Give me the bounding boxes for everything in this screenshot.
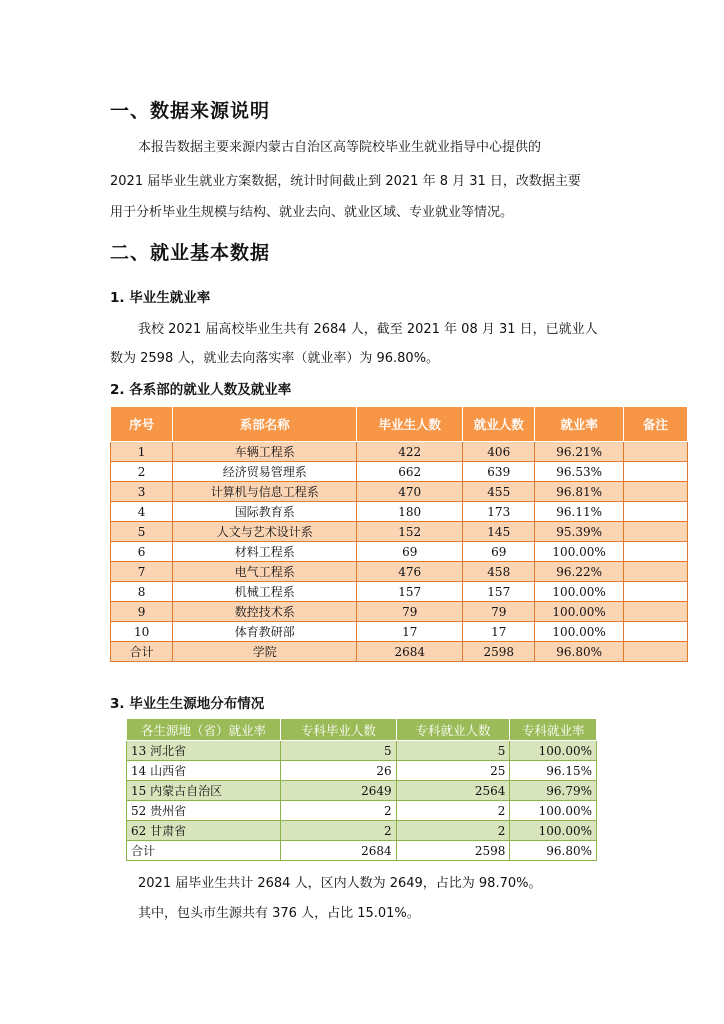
cell-employed: 5	[396, 741, 510, 761]
table-row	[111, 602, 688, 622]
cell-graduates: 26	[281, 761, 397, 781]
cell-remarks	[623, 642, 687, 662]
cell-remarks	[623, 582, 687, 602]
cell-rate: 95.39%	[535, 522, 623, 542]
cell-index: 合计	[111, 642, 173, 662]
table-row	[111, 622, 688, 642]
cell-employed: 157	[463, 582, 535, 602]
subsection-1-para-line-2: 数为 2598 人，就业去向落实率（就业率）为 96.80%。	[110, 351, 440, 366]
section-1-para-line-2: 2021 届毕业生就业方案数据，统计时间截止到 2021 年 8 月 31 日，改数据主要	[110, 174, 581, 189]
subsection-1-para-line-1: 我校 2021 届高校毕业生共有 2684 人，截至 2021 年 08 月 31 日，已就业人	[138, 322, 598, 337]
cell-rate: 100.00%	[535, 542, 623, 562]
cell-employed: 2598	[396, 841, 510, 861]
cell-rate: 96.22%	[535, 562, 623, 582]
table-row	[127, 801, 597, 821]
cell-employed: 25	[396, 761, 510, 781]
cell-rate: 96.80%	[535, 642, 623, 662]
origin-summary-line-1: 2021 届毕业生共计 2684 人，区内人数为 2649，占比为 98.70%。	[138, 876, 542, 891]
cell-remarks	[623, 502, 687, 522]
table-row	[111, 582, 688, 602]
col-header-department: 系部名称	[173, 407, 357, 442]
table-row	[111, 442, 688, 462]
col-header-rate: 就业率	[535, 407, 623, 442]
cell-employed: 145	[463, 522, 535, 542]
col-header-employed: 专科就业人数	[396, 719, 510, 741]
cell-rate: 96.80%	[510, 841, 597, 861]
table-row	[111, 542, 688, 562]
table-row	[127, 741, 597, 761]
col-header-graduates: 专科毕业人数	[281, 719, 397, 741]
section-2-heading: 二、就业基本数据	[110, 242, 271, 264]
cell-graduates: 2649	[281, 781, 397, 801]
cell-department: 国际教育系	[173, 502, 357, 522]
cell-rate: 96.53%	[535, 462, 623, 482]
table-row	[111, 562, 688, 582]
cell-index: 10	[111, 622, 173, 642]
table-row	[111, 502, 688, 522]
section-1-para-line-1: 本报告数据主要来源内蒙古自治区高等院校毕业生就业指导中心提供的	[138, 140, 542, 155]
cell-rate: 96.15%	[510, 761, 597, 781]
cell-department: 经济贸易管理系	[173, 462, 357, 482]
cell-employed: 2564	[396, 781, 510, 801]
table-row	[111, 522, 688, 542]
cell-graduates: 470	[357, 482, 463, 502]
cell-rate: 100.00%	[510, 741, 597, 761]
cell-graduates: 422	[357, 442, 463, 462]
col-header-graduates: 毕业生人数	[357, 407, 463, 442]
cell-remarks	[623, 622, 687, 642]
subsection-1-heading: 1. 毕业生就业率	[110, 290, 211, 306]
cell-graduates: 180	[357, 502, 463, 522]
cell-employed: 639	[463, 462, 535, 482]
cell-graduates: 69	[357, 542, 463, 562]
cell-index: 5	[111, 522, 173, 542]
cell-employed: 406	[463, 442, 535, 462]
table-row	[127, 761, 597, 781]
cell-employed: 69	[463, 542, 535, 562]
cell-rate: 96.21%	[535, 442, 623, 462]
cell-origin: 14 山西省	[127, 761, 281, 781]
cell-graduates: 17	[357, 622, 463, 642]
cell-index: 7	[111, 562, 173, 582]
cell-remarks	[623, 462, 687, 482]
section-1-heading: 一、数据来源说明	[110, 100, 271, 122]
col-header-employed: 就业人数	[463, 407, 535, 442]
table-header-row	[127, 719, 597, 741]
table-row	[111, 482, 688, 502]
cell-rate: 96.79%	[510, 781, 597, 801]
cell-employed: 173	[463, 502, 535, 522]
cell-graduates: 2684	[357, 642, 463, 662]
cell-department: 电气工程系	[173, 562, 357, 582]
cell-origin: 13 河北省	[127, 741, 281, 761]
table-row	[127, 781, 597, 801]
section-1-para-line-3: 用于分析毕业生规模与结构、就业去向、就业区域、专业就业等情况。	[110, 205, 514, 220]
col-header-rate: 专科就业率	[510, 719, 597, 741]
cell-employed: 2598	[463, 642, 535, 662]
cell-index: 4	[111, 502, 173, 522]
cell-rate: 100.00%	[535, 622, 623, 642]
cell-origin: 15 内蒙古自治区	[127, 781, 281, 801]
department-employment-table	[110, 406, 688, 662]
cell-remarks	[623, 602, 687, 622]
cell-remarks	[623, 442, 687, 462]
subsection-2-heading: 2. 各系部的就业人数及就业率	[110, 382, 292, 398]
table-row	[127, 821, 597, 841]
cell-graduates: 2	[281, 801, 397, 821]
cell-employed: 79	[463, 602, 535, 622]
cell-department: 数控技术系	[173, 602, 357, 622]
cell-rate: 100.00%	[535, 582, 623, 602]
cell-graduates: 79	[357, 602, 463, 622]
col-header-origin: 各生源地（省）就业率	[127, 719, 281, 741]
cell-index: 1	[111, 442, 173, 462]
table-total-row	[111, 642, 688, 662]
cell-remarks	[623, 542, 687, 562]
origin-summary-line-2: 其中，包头市生源共有 376 人，占比 15.01%。	[138, 906, 420, 921]
cell-graduates: 152	[357, 522, 463, 542]
cell-graduates: 2	[281, 821, 397, 841]
cell-rate: 96.11%	[535, 502, 623, 522]
subsection-3-heading: 3. 毕业生生源地分布情况	[110, 696, 265, 712]
cell-rate: 100.00%	[535, 602, 623, 622]
cell-department: 体育教研部	[173, 622, 357, 642]
cell-department: 车辆工程系	[173, 442, 357, 462]
table-total-row	[127, 841, 597, 861]
cell-employed: 17	[463, 622, 535, 642]
cell-department: 材料工程系	[173, 542, 357, 562]
table-row	[111, 462, 688, 482]
cell-department: 人文与艺术设计系	[173, 522, 357, 542]
cell-employed: 455	[463, 482, 535, 502]
cell-rate: 100.00%	[510, 821, 597, 841]
col-header-index: 序号	[111, 407, 173, 442]
cell-department: 学院	[173, 642, 357, 662]
cell-index: 2	[111, 462, 173, 482]
cell-graduates: 2684	[281, 841, 397, 861]
cell-remarks	[623, 522, 687, 542]
cell-graduates: 662	[357, 462, 463, 482]
cell-origin: 52 贵州省	[127, 801, 281, 821]
cell-employed: 458	[463, 562, 535, 582]
table-header-row	[111, 407, 688, 442]
cell-rate: 96.81%	[535, 482, 623, 502]
cell-index: 9	[111, 602, 173, 622]
origin-distribution-table	[126, 718, 597, 861]
cell-graduates: 476	[357, 562, 463, 582]
cell-graduates: 157	[357, 582, 463, 602]
cell-origin: 合计	[127, 841, 281, 861]
cell-index: 3	[111, 482, 173, 502]
cell-rate: 100.00%	[510, 801, 597, 821]
cell-department: 机械工程系	[173, 582, 357, 602]
cell-origin: 62 甘肃省	[127, 821, 281, 841]
cell-remarks	[623, 562, 687, 582]
cell-employed: 2	[396, 821, 510, 841]
cell-remarks	[623, 482, 687, 502]
cell-index: 8	[111, 582, 173, 602]
cell-index: 6	[111, 542, 173, 562]
cell-employed: 2	[396, 801, 510, 821]
col-header-remarks: 备注	[623, 407, 687, 442]
cell-department: 计算机与信息工程系	[173, 482, 357, 502]
cell-graduates: 5	[281, 741, 397, 761]
